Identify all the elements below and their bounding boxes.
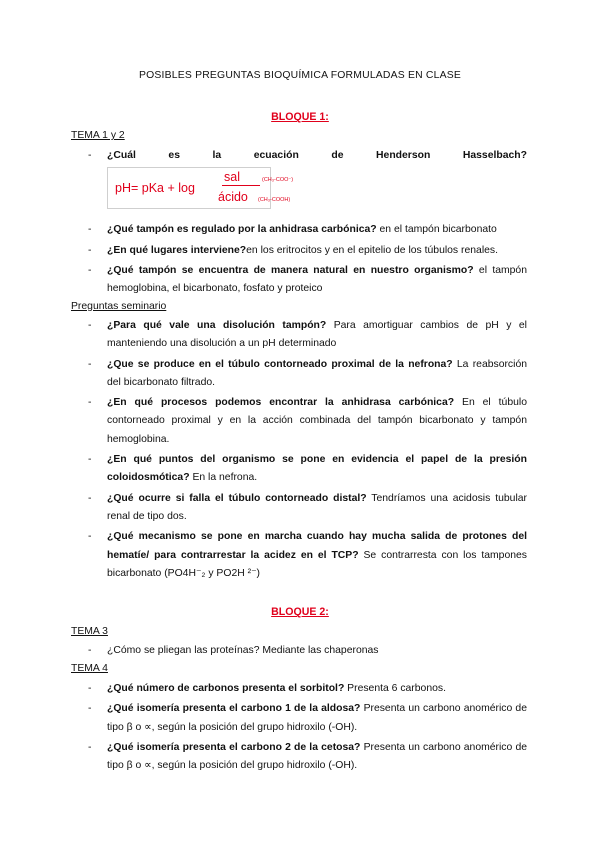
list-item: - ¿Qué mecanismo se pone en marcha cuando hay mucha salida de protones del hematíe/ para contrarrestar la acidez en el TCP? Se contrarresta con los tampones bicarbonato (PO4H⁻₂ y PO2H ²⁻) [71,528,527,583]
list-item: - ¿En qué procesos podemos encontrar la anhidrasa carbónica? En el túbulo contorneado proximal y en la acción combinada del tampón bicarbonato y tampón hemoglobina. [71,394,527,449]
list-item: - ¿En qué puntos del organismo se pone en evidencia el papel de la presión coloidosmótica? En la nefrona. [71,451,527,488]
block-1-heading: BLOQUE 1: [271,111,329,123]
block-2-heading: BLOQUE 2: [271,606,329,618]
tema-1-2-list [71,147,527,300]
fraction-line [222,185,260,186]
henderson-question: - ¿Cuál es la ecuación de Henderson Hasselbach? [107,150,527,161]
list-item: - ¿Qué tampón se encuentra de manera natural en nuestro organismo? el tampón hemoglobina, el bicarbonato, fosfato y proteico [71,262,527,299]
list-item: - ¿Para qué vale una disolución tampón? Para amortiguar cambios de pH y el manteniendo una disolución a un pH determinado [71,317,527,354]
page-title: POSIBLES PREGUNTAS BIOQUÍMICA FORMULADAS EN CLASE [139,70,461,81]
list-item: - ¿Que se produce en el túbulo contorneado proximal de la nefrona? La reabsorción del bicarbonato filtrado. [71,356,527,393]
list-item: - ¿Qué número de carbonos presenta el sorbitol? Presenta 6 carbonos. [71,680,527,698]
list-item [71,147,527,209]
list-item: - ¿Cómo se pliegan las proteínas? Mediante las chaperonas [71,642,527,660]
tema-1-2-heading: TEMA 1 y 2 [71,130,125,141]
seminar-heading: Preguntas seminario [71,301,167,312]
list-item: - ¿Qué ocurre si falla el túbulo contorneado distal? Tendríamos una acidosis tubular renal de tipo dos. [71,490,527,527]
list-item: - ¿Qué isomería presenta el carbono 2 de la cetosa? Presenta un carbono anomérico de tipo β o ∝, según la posición del grupo hidroxilo (-OH). [71,739,527,776]
seminar-list [71,317,527,585]
tema-3-heading: TEMA 3 [71,626,108,637]
list-item: - ¿Qué tampón es regulado por la anhidrasa carbónica? en el tampón bicarbonato [71,221,527,239]
list-item: - ¿En qué lugares interviene?en los eritrocitos y en el epitelio de los túbulos renales. [71,242,527,260]
tema-3-list [71,642,527,662]
list-item: - ¿Qué isomería presenta el carbono 1 de la aldosa? Presenta un carbono anomérico de tipo β o ∝, según la posición del grupo hidroxilo (-OH). [71,700,527,737]
tema-4-heading: TEMA 4 [71,663,108,674]
tema-4-list [71,680,527,777]
henderson-formula: pH= pKa + log sal (CH₃-COO⁻) ácido (CH₃-COOH) [107,167,271,209]
